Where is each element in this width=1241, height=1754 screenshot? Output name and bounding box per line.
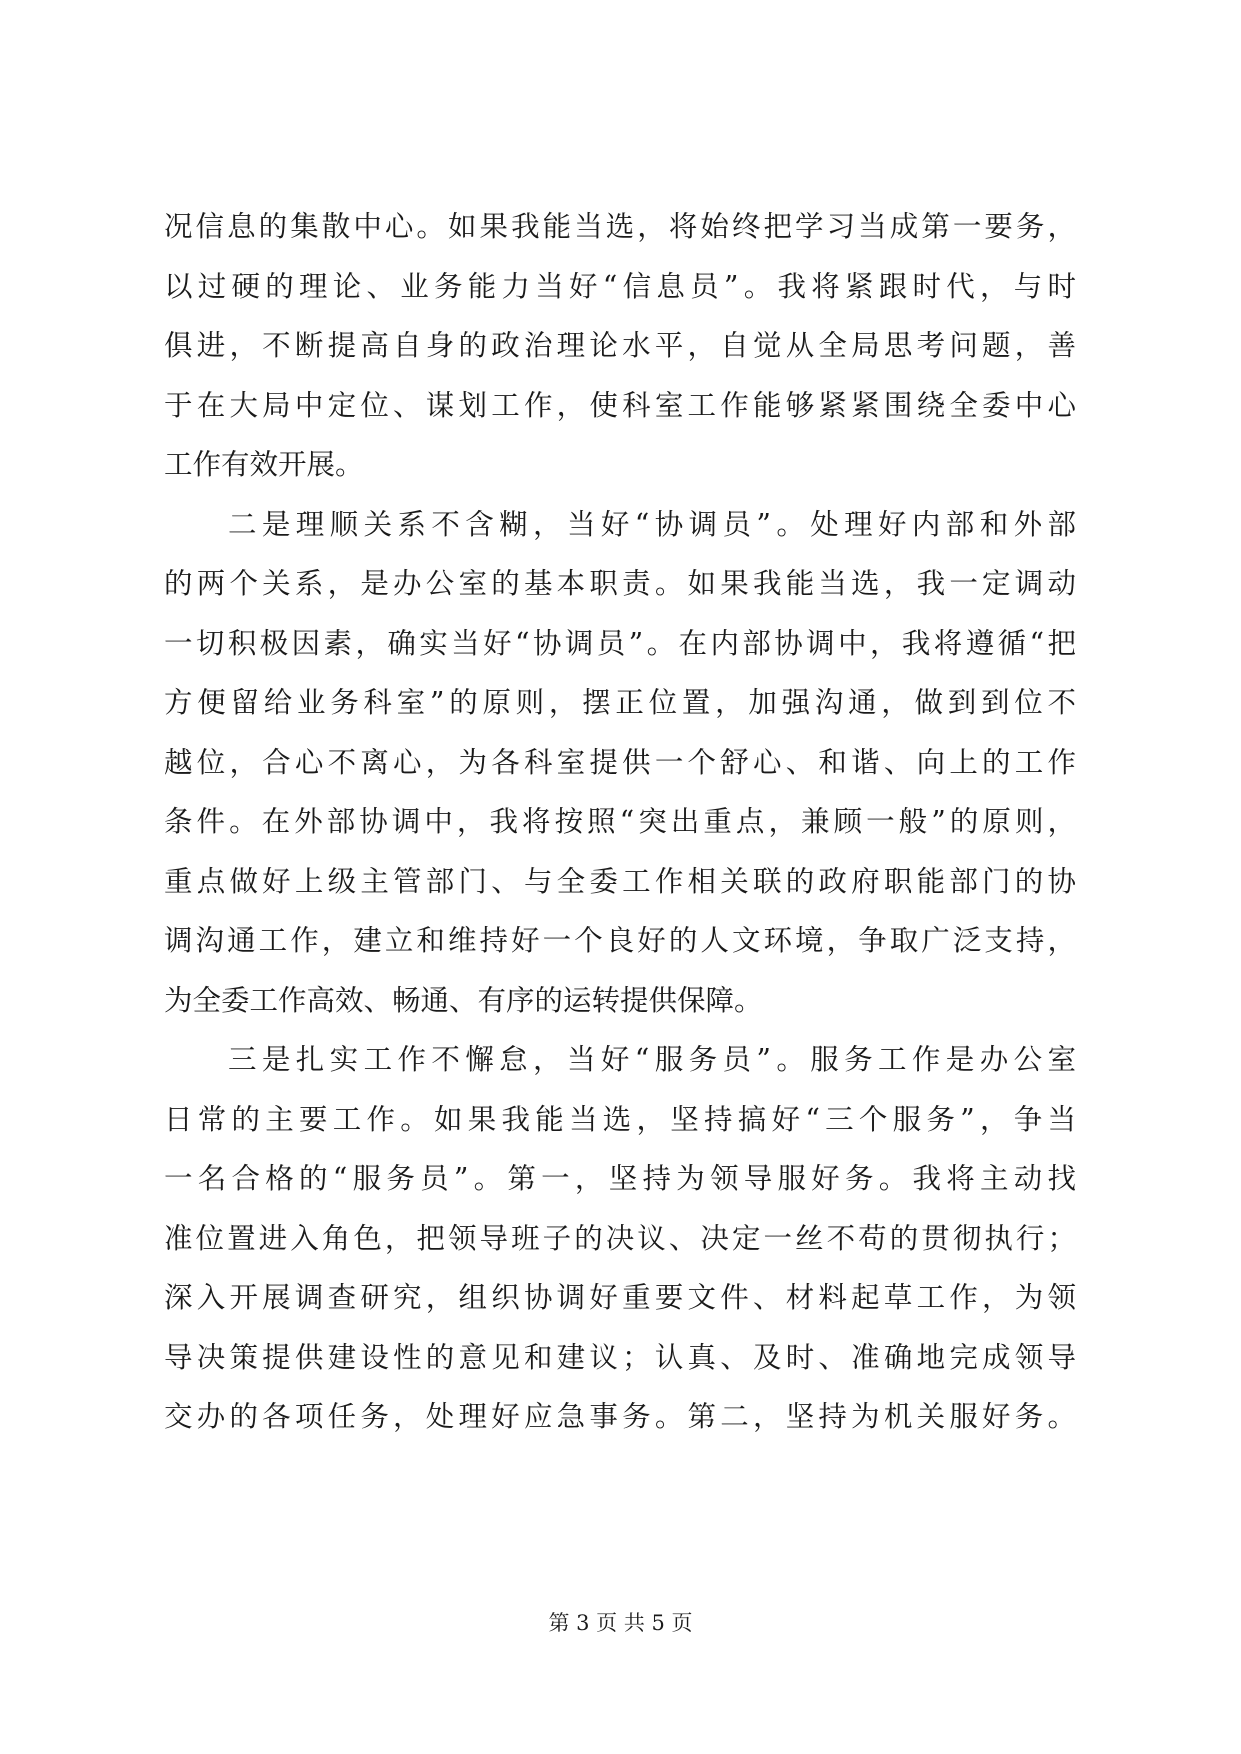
text-line: 一名合格的“服务员”。第一，坚持为领导服好务。我将主动找 <box>164 1162 1076 1195</box>
text-line: 重点做好上级主管部门、与全委工作相关联的政府职能部门的协 <box>164 864 1076 898</box>
text-line: 况信息的集散中心。如果我能当选，将始终把学习当成第一要务， <box>164 210 1076 243</box>
paragraph-start-line: 二是理顺关系不含糊，当好“协调员”。处理好内部和外部 <box>228 507 1076 541</box>
text-line: 俱进，不断提高自身的政治理论水平，自觉从全局思考问题，善 <box>164 329 1076 362</box>
text-line: 日常的主要工作。如果我能当选，坚持搞好“三个服务”，争当 <box>164 1102 1076 1136</box>
text-line: 交办的各项任务，处理好应急事务。第二，坚持为机关服好务。 <box>164 1400 1076 1433</box>
text-line: 的两个关系，是办公室的基本职责。如果我能当选，我一定调动 <box>164 567 1076 600</box>
paragraph-start-line: 三是扎实工作不懈怠，当好“服务员”。服务工作是办公室 <box>228 1043 1076 1076</box>
text-line: 深入开展调查研究，组织协调好重要文件、材料起草工作，为领 <box>164 1281 1076 1314</box>
text-line: 方便留给业务科室”的原则，摆正位置，加强沟通，做到到位不 <box>164 686 1076 719</box>
page-number-footer: 第 3 页 共 5 页 <box>548 1611 693 1635</box>
text-line: 于在大局中定位、谋划工作，使科室工作能够紧紧围绕全委中心 <box>164 388 1076 422</box>
text-line: 调沟通工作，建立和维持好一个良好的人文环境，争取广泛支持， <box>164 924 1076 957</box>
text-line: 准位置进入角色，把领导班子的决议、决定一丝不苟的贯彻执行； <box>164 1221 1076 1255</box>
text-line: 以过硬的理论、业务能力当好“信息员”。我将紧跟时代，与时 <box>164 269 1076 303</box>
text-line: 条件。在外部协调中，我将按照“突出重点，兼顾一般”的原则， <box>164 805 1076 838</box>
text-line: 导决策提供建设性的意见和建议；认真、及时、准确地完成领导 <box>164 1340 1076 1374</box>
text-line: 工作有效开展。 <box>164 448 364 481</box>
text-line: 一切积极因素，确实当好“协调员”。在内部协调中，我将遵循“把 <box>164 626 1076 660</box>
text-line: 为全委工作高效、畅通、有序的运转提供保障。 <box>164 983 763 1017</box>
body-text <box>164 197 1076 1447</box>
text-line: 越位，合心不离心，为各科室提供一个舒心、和谐、向上的工作 <box>164 745 1076 779</box>
